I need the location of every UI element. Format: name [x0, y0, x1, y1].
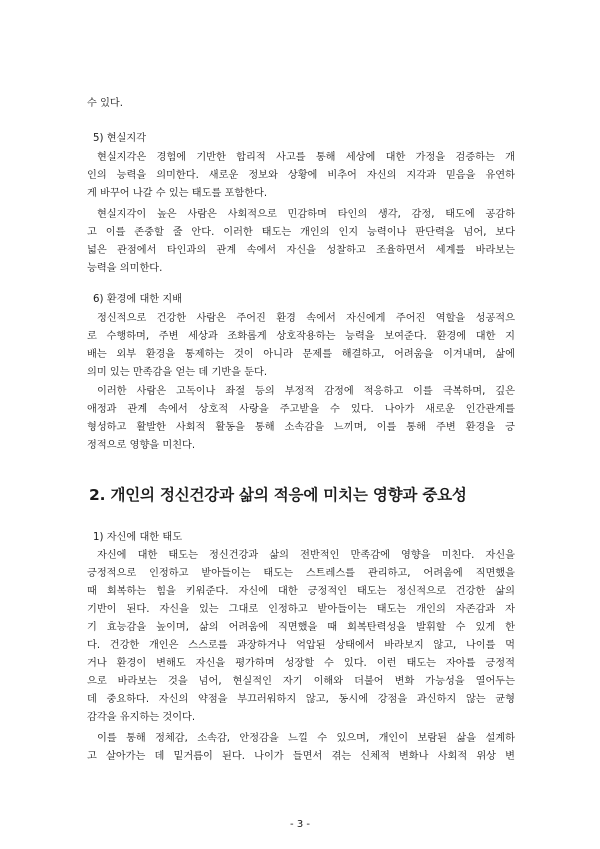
paragraph-line: 고 이를 존중할 줄 안다. 이러한 태도는 개인의 인지 능력이나 판단력을 넘어, 보다: [87, 227, 515, 238]
paragraph-line: 넓은 관점에서 타인과의 관계 속에서 자신을 성찰하고 조율하면서 세계를 바라보는: [87, 245, 515, 256]
page-number: - 3 -: [290, 819, 310, 830]
paragraph-line: 긍정적으로 인정하고 받아들이는 태도는 스트레스를 관리하고, 어려움에 직면했을: [87, 568, 515, 579]
subsection-heading-environmental-mastery: 6) 환경에 대한 지배: [93, 294, 183, 305]
paragraph-line: 기 효능감을 높이며, 삶의 어려움에 직면했을 때 회복탄력성을 발휘할 수 있게 한: [87, 622, 515, 633]
document-page: [87, 0, 515, 849]
paragraph-line: 자신에 대한 태도는 정신건강과 삶의 전반적인 만족감에 영향을 미친다. 자신을: [97, 550, 515, 561]
continuation-text: 수 있다.: [87, 98, 123, 109]
paragraph-line: 고 살아가는 데 밑거름이 된다. 나이가 들면서 겪는 신체적 변화나 사회적 위상 변: [87, 751, 515, 762]
paragraph-line: 감각을 유지하는 것이다.: [87, 712, 196, 723]
paragraph-line: 인의 능력을 의미한다. 새로운 정보와 상황에 비추어 자신의 지각과 믿음을 유연하: [87, 170, 515, 181]
paragraph-line: 때 회복하는 힘을 키워준다. 자신에 대한 긍정적인 태도는 정신적으로 건강한 삶의: [87, 586, 515, 597]
paragraph-line: 다. 건강한 개인은 스스로를 과장하거나 억압된 상태에서 바라보지 않고, 나이를 먹: [87, 640, 515, 651]
paragraph-line: 현실지각은 경험에 기반한 합리적 사고를 통해 세상에 대한 가정을 검증하는 개: [97, 152, 515, 163]
paragraph-line: 능력을 의미한다.: [87, 263, 163, 274]
subsection-heading-reality-perception: 5) 현실지각: [93, 133, 147, 144]
paragraph-line: 거나 환경이 변해도 자신을 평가하며 성장할 수 있다. 이런 태도는 자아를 긍정적: [87, 658, 515, 669]
paragraph-line: 정신적으로 건강한 사람은 주어진 환경 속에서 자신에게 주어진 역할을 성공적으: [97, 313, 515, 324]
paragraph-line: 로 수행하며, 주변 세상과 조화롭게 상호작용하는 능력을 보여준다. 환경에 대한 지: [87, 331, 515, 342]
paragraph-line: 기반이 된다. 자신을 있는 그대로 인정하고 받아들이는 태도는 개인의 자존감과 자: [87, 604, 515, 615]
paragraph-line: 데 중요하다. 자신의 약점을 부끄러워하지 않고, 동시에 강점을 과신하지 않는 균형: [87, 694, 515, 705]
paragraph-line: 현실지각이 높은 사람은 사회적으로 민감하며 타인의 생각, 감정, 태도에 공감하: [97, 209, 515, 220]
paragraph-line: 정적으로 영향을 미친다.: [87, 440, 196, 451]
subsection-heading-self-attitude: 1) 자신에 대한 태도: [93, 532, 183, 543]
paragraph-line: 이러한 사람은 고독이나 좌절 등의 부정적 감정에 적응하고 이를 극복하며, 깊은: [97, 386, 515, 397]
paragraph-line: 애정과 관계 속에서 상호적 사랑을 주고받을 수 있다. 나아가 새로운 인간관계를: [87, 404, 515, 415]
paragraph-line: 형성하고 활발한 사회적 활동을 통해 소속감을 느끼며, 이를 통해 주변 환경을 긍: [87, 422, 515, 433]
paragraph-line: 이를 통해 정체감, 소속감, 안정감을 느낄 수 있으며, 개인이 보람된 삶을 설계하: [97, 733, 515, 744]
section-title: 2. 개인의 정신건강과 삶의 적응에 미치는 영향과 중요성: [89, 486, 467, 504]
paragraph-line: 배는 외부 환경을 통제하는 것이 아니라 문제를 해결하고, 어려움을 이겨내며, 삶에: [87, 349, 515, 360]
paragraph-line: 게 바꾸어 나갈 수 있는 태도를 포함한다.: [87, 188, 268, 199]
paragraph-line: 의미 있는 만족감을 얻는 데 기반을 둔다.: [87, 367, 268, 378]
paragraph-line: 으로 바라보는 것을 넘어, 현실적인 자기 이해와 더불어 변화 가능성을 열어두는: [87, 676, 515, 687]
